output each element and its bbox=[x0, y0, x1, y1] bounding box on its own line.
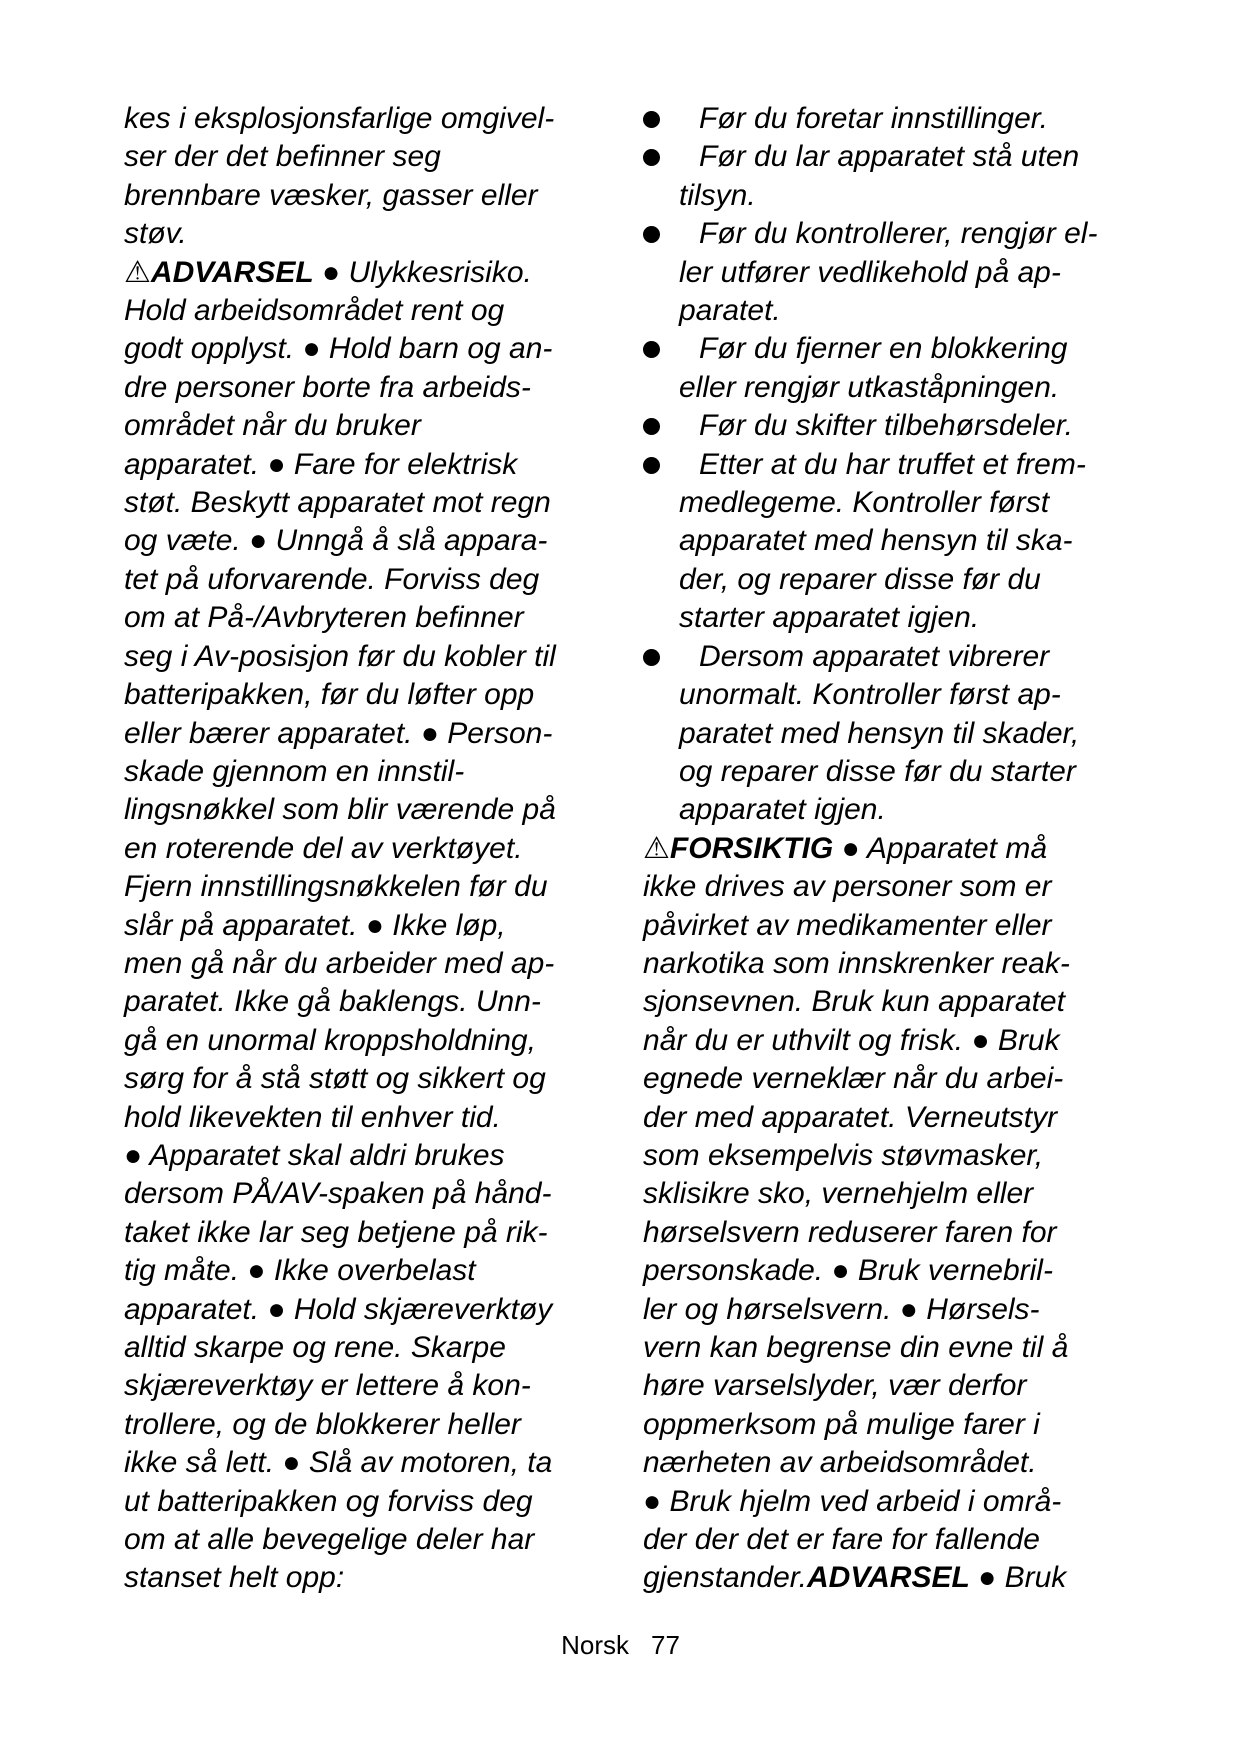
text-line: taket ikke lar seg betjene på rik- bbox=[124, 1215, 548, 1249]
text-line: unormalt. Kontroller først ap- bbox=[679, 678, 1061, 712]
bullet-icon bbox=[643, 457, 660, 474]
text-line: Før du lar apparatet stå uten bbox=[699, 140, 1080, 174]
text-line: lingsnøkkel som blir værende på bbox=[124, 793, 556, 827]
bullet-icon bbox=[643, 341, 660, 358]
text-line: ut batteripakken og forviss deg bbox=[124, 1484, 533, 1518]
text-line: narkotika som innskrenker reak- bbox=[643, 946, 1070, 980]
warning-heading-line bbox=[124, 254, 604, 292]
text-line: påvirket av medikamenter eller bbox=[643, 908, 1052, 942]
text-segment: ● Bruk bbox=[969, 1561, 1067, 1595]
text-line: sklisikre sko, vernehjelm eller bbox=[643, 1177, 1034, 1211]
text-line: Dersom apparatet vibrerer bbox=[699, 639, 1050, 673]
bullet-list bbox=[643, 100, 1163, 830]
text-line: brennbare væsker, gasser eller bbox=[124, 178, 538, 212]
text-line: vern kan begrense din evne til å bbox=[643, 1331, 1069, 1364]
text-line: eller bærer apparatet. ● Person- bbox=[124, 716, 553, 750]
text-line: paratet med hensyn til skader, bbox=[679, 716, 1080, 750]
text-line: seg i Av-posisjon før du kobler til bbox=[124, 639, 556, 673]
text-line: Hold arbeidsområdet rent og bbox=[124, 294, 505, 328]
warning-label: ADVARSEL bbox=[150, 255, 314, 289]
caution-heading-line bbox=[643, 830, 1163, 868]
text-line: støv. bbox=[124, 217, 187, 251]
text-line: skade gjennom en innstil- bbox=[124, 754, 465, 788]
bullet-icon bbox=[643, 649, 660, 666]
caution-label: FORSIKTIG bbox=[669, 831, 834, 865]
text-line: om at På-/Avbryteren befinner bbox=[124, 601, 524, 635]
text-line: ikke drives av personer som er bbox=[643, 870, 1052, 904]
footer-language: Norsk bbox=[561, 1630, 629, 1660]
text-line: hørselsvern reduserer faren for bbox=[643, 1215, 1057, 1249]
text-line: apparatet med hensyn til ska- bbox=[679, 524, 1073, 558]
text-line: starter apparatet igjen. bbox=[679, 601, 980, 635]
text-line: der der det er fare for fallende bbox=[643, 1523, 1040, 1557]
bullet-icon bbox=[643, 418, 660, 435]
text-line: Før du skifter tilbehørsdeler. bbox=[699, 409, 1073, 443]
bullet-item bbox=[643, 215, 1163, 330]
text-line: dersom PÅ/AV-spaken på hånd- bbox=[124, 1177, 552, 1211]
text-line: der, og reparer disse før du bbox=[679, 562, 1041, 596]
text-line: slår på apparatet. ● Ikke løp, bbox=[124, 908, 506, 942]
bullet-item bbox=[643, 330, 1163, 407]
text-line: en roterende del av verktøyet. bbox=[124, 831, 523, 865]
text-line: Før du kontrollerer, rengjør el- bbox=[699, 217, 1098, 251]
left-column bbox=[124, 100, 604, 1598]
text-line: ler utfører vedlikehold på ap- bbox=[679, 255, 1061, 289]
text-line: som eksempelvis støvmasker, bbox=[643, 1138, 1044, 1172]
text-line: gå en unormal kroppsholdning, bbox=[124, 1023, 536, 1057]
bullet-item bbox=[643, 138, 1163, 215]
text-line: området når du bruker bbox=[124, 409, 421, 443]
text-line: alltid skarpe og rene. Skarpe bbox=[124, 1331, 506, 1364]
text-line: apparatet. ● Hold skjæreverktøy bbox=[124, 1292, 553, 1326]
text-line: paratet. Ikke gå baklengs. Unn- bbox=[124, 985, 541, 1019]
text-line: hold likevekten til enhver tid. bbox=[124, 1100, 501, 1134]
warning-label: ADVARSEL bbox=[807, 1561, 970, 1595]
text-line: tig måte. ● Ikke overbelast bbox=[124, 1254, 476, 1288]
warning-triangle-icon: ⚠ bbox=[643, 831, 670, 865]
text-line: Før du fjerner en blokkering bbox=[699, 332, 1068, 366]
text-line: kes i eksplosjonsfarlige omgivel- bbox=[124, 102, 555, 135]
page-footer bbox=[0, 1630, 1241, 1661]
bullet-item bbox=[643, 100, 1163, 138]
text-line: Etter at du har truffet et frem- bbox=[699, 447, 1086, 481]
text-line: Fjern innstillingsnøkkelen før du bbox=[124, 870, 548, 904]
text-line: Før du foretar innstillinger. bbox=[699, 102, 1049, 135]
page-number: 77 bbox=[650, 1630, 680, 1660]
text-line: personskade. ● Bruk vernebril- bbox=[643, 1254, 1053, 1288]
text-segment: gjenstander. bbox=[643, 1561, 808, 1595]
caution-section bbox=[643, 830, 1163, 1598]
text-line: stanset helt opp: bbox=[124, 1561, 345, 1595]
text-line: støt. Beskytt apparatet mot regn bbox=[124, 486, 551, 520]
text-line: nærheten av arbeidsområdet. bbox=[643, 1446, 1037, 1480]
text-line: ● Bruk hjelm ved arbeid i områ- bbox=[643, 1484, 1062, 1518]
text-line: oppmerksom på mulige farer i bbox=[643, 1407, 1040, 1441]
text-segment: ● Apparatet må bbox=[833, 831, 1048, 865]
text-line: sørg for å stå støtt og sikkert og bbox=[124, 1062, 546, 1096]
text-line: ler og hørselsvern. ● Hørsels- bbox=[643, 1292, 1040, 1326]
bullet-item bbox=[643, 407, 1163, 445]
intro-text bbox=[124, 100, 604, 254]
text-line: dre personer borte fra arbeids- bbox=[124, 370, 531, 404]
last-line bbox=[643, 1559, 1163, 1597]
text-line: apparatet. ● Fare for elektrisk bbox=[124, 447, 518, 481]
bullet-item bbox=[643, 638, 1163, 830]
text-line: tilsyn. bbox=[679, 178, 756, 212]
text-line: sjonsevnen. Bruk kun apparatet bbox=[643, 985, 1065, 1019]
text-line: medlegeme. Kontroller først bbox=[679, 486, 1050, 520]
bullet-icon bbox=[643, 149, 660, 166]
text-line: men gå når du arbeider med ap- bbox=[124, 946, 555, 980]
text-line: der med apparatet. Verneutstyr bbox=[643, 1100, 1058, 1134]
text-line: når du er uthvilt og frisk. ● Bruk bbox=[643, 1023, 1060, 1057]
text-line: ● Apparatet skal aldri brukes bbox=[124, 1138, 505, 1172]
right-column bbox=[643, 100, 1163, 1598]
text-line: batteripakken, før du løfter opp bbox=[124, 678, 535, 712]
text-line: eller rengjør utkaståpningen. bbox=[679, 370, 1060, 404]
text-line: trollere, og de blokkerer heller bbox=[124, 1407, 521, 1441]
bullet-icon bbox=[643, 111, 660, 128]
bullet-item bbox=[643, 446, 1163, 638]
text-line: og reparer disse før du starter bbox=[679, 754, 1076, 788]
text-line: høre varselslyder, vær derfor bbox=[643, 1369, 1027, 1403]
text-line: apparatet igjen. bbox=[679, 793, 886, 827]
text-line: og væte. ● Unngå å slå appara- bbox=[124, 524, 548, 558]
text-segment: ● Ulykkesrisiko. bbox=[313, 255, 532, 289]
text-line: godt opplyst. ● Hold barn og an- bbox=[124, 332, 553, 366]
warning-triangle-icon: ⚠ bbox=[124, 255, 151, 289]
text-line: ser der det befinner seg bbox=[124, 140, 441, 174]
text-line: skjæreverktøy er lettere å kon- bbox=[124, 1369, 531, 1403]
text-line: egnede verneklær når du arbei- bbox=[643, 1062, 1064, 1096]
text-line: paratet. bbox=[679, 294, 781, 328]
text-line: ikke så lett. ● Slå av motoren, ta bbox=[124, 1446, 553, 1480]
bullet-icon bbox=[643, 226, 660, 243]
text-line: tet på uforvarende. Forviss deg bbox=[124, 562, 540, 596]
text-line: om at alle bevegelige deler har bbox=[124, 1523, 535, 1557]
warning-section bbox=[124, 254, 604, 1598]
